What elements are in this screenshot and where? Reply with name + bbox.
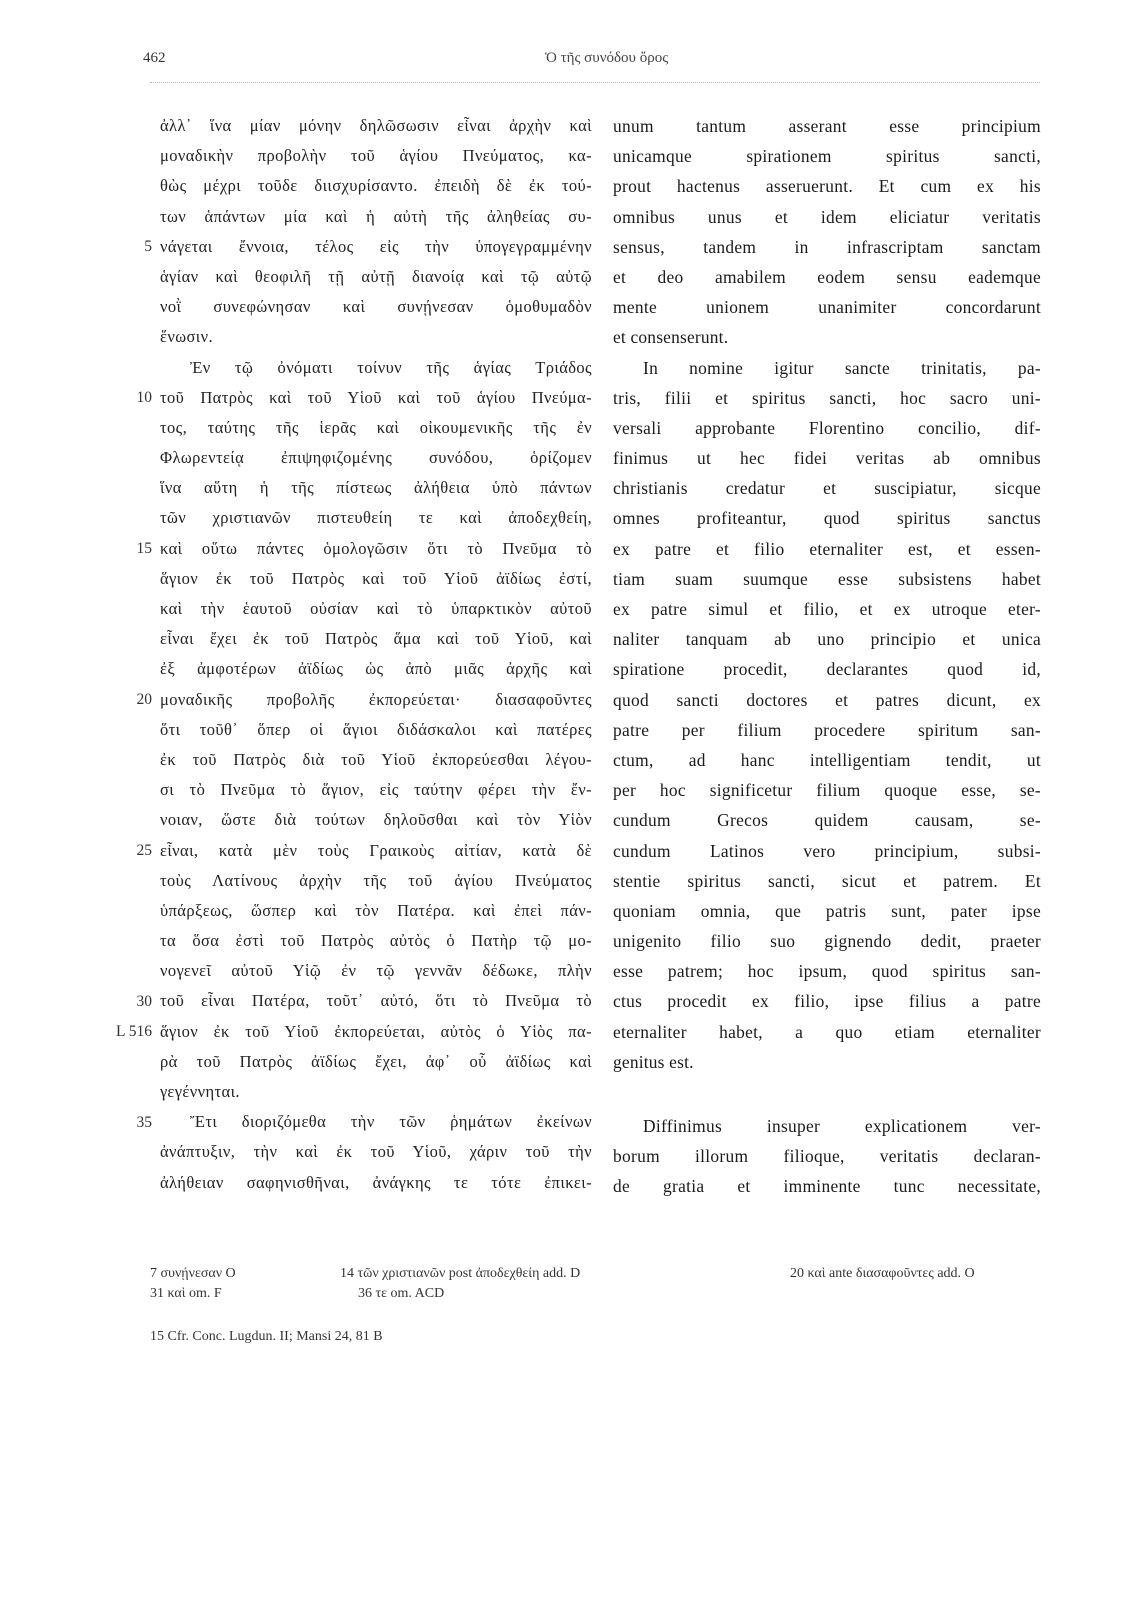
latin-text-line <box>613 1077 1041 1111</box>
latin-text-line: versali approbante Florentino concilio, dif- <box>613 417 1041 438</box>
greek-text-line: ἀλήθειαν σαφηνισθῆναι, ἀνάγκης τε τότε ἐπικει- <box>160 1172 592 1192</box>
latin-text-line: patre per filium procedere spiritum san- <box>613 719 1041 740</box>
latin-text-line: et consenserunt. <box>613 327 729 348</box>
latin-text-line: genitus est. <box>613 1051 694 1072</box>
latin-text-line: naliter tanquam ab uno principio et unica <box>613 629 1041 650</box>
greek-text-line: Ἔτι διοριζόμεθα τὴν τῶν ῥημάτων ἐκείνων <box>190 1112 592 1132</box>
apparatus-note: 20 καὶ ante διασαφοῦντες add. O <box>790 1266 975 1281</box>
apparatus-note: 31 καὶ om. F <box>150 1286 222 1301</box>
line-number: 5 <box>144 237 152 255</box>
latin-text-line: sensus, tandem in infrascriptam sanctam <box>613 236 1041 257</box>
greek-text-line: νοῒ συνεφώνησαν καὶ συνῄνεσαν ὁμοθυμαδὸν <box>160 297 592 317</box>
greek-text-line: ὅτι τοῦθ᾽ ὅπερ οἱ ἅγιοι διδάσκαλοι καὶ πατέρες <box>160 719 592 739</box>
greek-text-line: τος, ταύτης τῆς ἱερᾶς καὶ οἰκουμενικῆς τῆς ἐν <box>160 417 592 437</box>
greek-text-line: θὼς μέχρι τοῦδε διισχυρίσαντο. ἐπειδὴ δὲ ἐκ τού- <box>160 176 592 196</box>
greek-text-line: καὶ οὕτω πάντες ὁμολογῶσιν ὅτι τὸ Πνεῦμα τὸ <box>160 538 592 558</box>
latin-text-line: unicamque spirationem spiritus sancti, <box>613 146 1041 167</box>
latin-text-line: finimus ut hec fidei veritas ab omnibus <box>613 448 1041 469</box>
greek-text-line: μοναδικὴν προβολὴν τοῦ ἁγίου Πνεύματος, κα- <box>160 146 592 166</box>
apparatus-note: 14 τῶν χριστιανῶν post ἀποδεχθείη add. D <box>340 1266 581 1281</box>
latin-text-line: ctum, ad hanc intelligentiam tendit, ut <box>613 749 1041 770</box>
latin-text-line: Diffinimus insuper explicationem ver- <box>643 1116 1041 1136</box>
latin-text-line: prout hactenus asseruerunt. Et cum ex his <box>613 176 1041 197</box>
greek-text-line: τα ὅσα ἐστὶ τοῦ Πατρὸς αὐτὸς ὁ Πατὴρ τῷ μο- <box>160 931 592 951</box>
line-number: L 516 <box>115 1023 152 1040</box>
greek-text-line: Φλωρεντείᾳ ἐπιψηφιζομένης συνόδου, ὁρίζομεν <box>160 448 592 468</box>
greek-text-line: νοιαν, ὥστε διὰ τούτων δηλοῦσθαι καὶ τὸν Υἱὸν <box>160 810 592 830</box>
latin-text-line: cundum Grecos quidem causam, se- <box>613 810 1041 831</box>
greek-text-line: τοὺς Λατίνους ἀρχὴν τῆς τοῦ ἁγίου Πνεύματος <box>160 870 592 890</box>
greek-text-line: ἀλλ᾽ ἵνα μίαν μόνην δηλῶσωσιν εἶναι ἀρχὴν καὶ <box>160 116 592 135</box>
greek-text-line: ἐξ ἀμφοτέρων ἀϊδίως ὡς ἀπὸ μιᾶς ἀρχῆς καὶ <box>160 659 592 679</box>
apparatus-note: 36 τε om. ACD <box>358 1286 445 1301</box>
latin-text-line: esse patrem; hoc ipsum, quod spiritus san- <box>613 961 1041 982</box>
line-number: 30 <box>136 992 152 1010</box>
latin-text-line: In nomine igitur sancte trinitatis, pa- <box>643 357 1041 378</box>
greek-text-line: ἁγίαν καὶ θεοφιλῆ τῇ αὐτῇ διανοίᾳ καὶ τῷ αὐτῷ <box>160 266 592 286</box>
greek-text-line: καὶ τὴν ἑαυτοῦ οὐσίαν καὶ τὸ ὑπαρκτικὸν αὐτοῦ <box>160 599 592 618</box>
latin-text-line: tiam suam suumque esse subsistens habet <box>613 568 1041 589</box>
critical-apparatus <box>150 1264 1050 1304</box>
greek-text-line: νάγεται ἔννοια, τέλος εἰς τὴν ὑπογεγραμμένην <box>160 236 592 256</box>
latin-text-line: de gratia et imminente tunc necessitate, <box>613 1176 1041 1197</box>
greek-text-line: γεγέννηται. <box>160 1082 240 1101</box>
latin-text-line: omnes profiteantur, quod spiritus sanctus <box>613 508 1041 529</box>
latin-text-line: unum tantum asserant esse principium <box>613 116 1041 136</box>
page-number: 462 <box>143 50 166 66</box>
apparatus-note: 7 συνῄνεσαν O <box>150 1266 236 1281</box>
apparatus-row <box>150 1284 1050 1304</box>
latin-text-line: quod sancti doctores et patres dicunt, ex <box>613 689 1041 710</box>
latin-text-line: ex patre et filio eternaliter est, et essen- <box>613 538 1041 559</box>
greek-text-line: σι τὸ Πνεῦμα τὸ ἅγιον, εἰς ταύτην φέρει τὴν ἔν- <box>160 780 592 800</box>
latin-text-line: et deo amabilem eodem sensu eademque <box>613 266 1041 287</box>
greek-text-line: ἀνάπτυξιν, τὴν καὶ ἐκ τοῦ Υἱοῦ, χάριν τοῦ τὴν <box>160 1142 592 1162</box>
line-number: 20 <box>136 690 152 708</box>
header-rule <box>150 82 1040 83</box>
line-number: 10 <box>136 388 152 406</box>
greek-text-line: εἶναι ἔχει ἐκ τοῦ Πατρὸς ἅμα καὶ τοῦ Υἱοῦ, καὶ <box>160 629 592 649</box>
greek-text-line: τῶν χριστιανῶν πιστευθείη τε καὶ ἀποδεχθείη, <box>160 508 592 528</box>
source-reference: 15 Cfr. Conc. Lugdun. II; Mansi 24, 81 B <box>150 1329 383 1344</box>
greek-text-line: τοῦ Πατρὸς καὶ τοῦ Υἱοῦ καὶ τοῦ ἁγίου Πνεύμα- <box>160 387 592 407</box>
latin-text-line: quoniam omnia, que patris sunt, pater ipse <box>613 900 1041 921</box>
latin-text-line: borum illorum filioque, veritatis declaran- <box>613 1146 1041 1167</box>
latin-column <box>613 111 1041 1202</box>
greek-text-line: νογενεῖ αὐτοῦ Υἱῷ ἐν τῷ γεννᾶν δέδωκε, πλὴν <box>160 961 592 981</box>
latin-text-line: christianis credatur et suscipiatur, sicque <box>613 478 1041 499</box>
latin-text-line: ctus procedit ex filio, ipse filius a patre <box>613 991 1041 1012</box>
line-number: 35 <box>136 1113 152 1131</box>
greek-text-line: ἐκ τοῦ Πατρὸς διὰ τοῦ Υἱοῦ ἐκπορεύεσθαι λέγου- <box>160 749 592 769</box>
latin-text-line: ex patre simul et filio, et ex utroque eter- <box>613 599 1041 619</box>
greek-text-line: ἅγιον ἐκ τοῦ Υἱοῦ ἐκπορεύεται, αὐτὸς ὁ Υἱὸς πα- <box>160 1021 592 1041</box>
latin-text-line: mente unionem unanimiter concordarunt <box>613 297 1041 318</box>
greek-text-line: ἕνωσιν. <box>160 327 213 347</box>
latin-text-line: per hoc significetur filium quoque esse, se- <box>613 780 1041 801</box>
greek-text-line: μοναδικῆς προβολῆς ἐκπορεύεται· διασαφοῦντες <box>160 689 592 709</box>
greek-column <box>160 111 592 1198</box>
greek-text-line: ρὰ τοῦ Πατρὸς ἀϊδίως ἔχει, ἀφ᾽ οὗ ἀϊδίως καὶ <box>160 1051 592 1071</box>
latin-text-line: unigenito filio suo gignendo dedit, praeter <box>613 931 1041 952</box>
latin-text-line: cundum Latinos vero principium, subsi- <box>613 840 1041 861</box>
apparatus-row <box>150 1264 1050 1284</box>
latin-text-line: omnibus unus et idem eliciatur veritatis <box>613 206 1041 227</box>
line-number: 15 <box>136 539 152 557</box>
line-number: 25 <box>136 841 152 859</box>
latin-text-line: stentie spiritus sancti, sicut et patrem. Et <box>613 870 1041 891</box>
greek-text-line: ἵνα αὕτη ἡ τῆς πίστεως ἀλήθεια ὑπὸ πάντων <box>160 478 592 498</box>
greek-text-line: ἅγιον ἐκ τοῦ Πατρὸς καὶ τοῦ Υἱοῦ ἀϊδίως ἐστί, <box>160 568 592 588</box>
greek-text-line: εἶναι, κατὰ μὲν τοὺς Γραικοὺς αἰτίαν, κατὰ δὲ <box>160 840 592 860</box>
latin-text-line: tris, filii et spiritus sancti, hoc sacro uni- <box>613 387 1041 408</box>
greek-text-line: τοῦ εἶναι Πατέρα, τοῦτ᾽ αὐτό, ὅτι τὸ Πνεῦμα τὸ <box>160 991 592 1011</box>
running-title: Ὁ τῆς συνόδου ὅρος <box>545 50 669 66</box>
latin-text-line: eternaliter habet, a quo etiam eternaliter <box>613 1021 1041 1042</box>
greek-text-line: ὑπάρξεως, ὥσπερ καὶ τὸν Πατέρα. καὶ ἐπεὶ πάν- <box>160 900 592 920</box>
greek-text-line: των ἁπάντων μία καὶ ἡ αὐτὴ τῆς ἀληθείας συ- <box>160 206 592 226</box>
greek-text-line: Ἐν τῷ ὀνόματι τοίνυν τῆς ἁγίας Τριάδος <box>190 357 592 377</box>
latin-text-line: spiratione procedit, declarantes quod id, <box>613 659 1041 680</box>
